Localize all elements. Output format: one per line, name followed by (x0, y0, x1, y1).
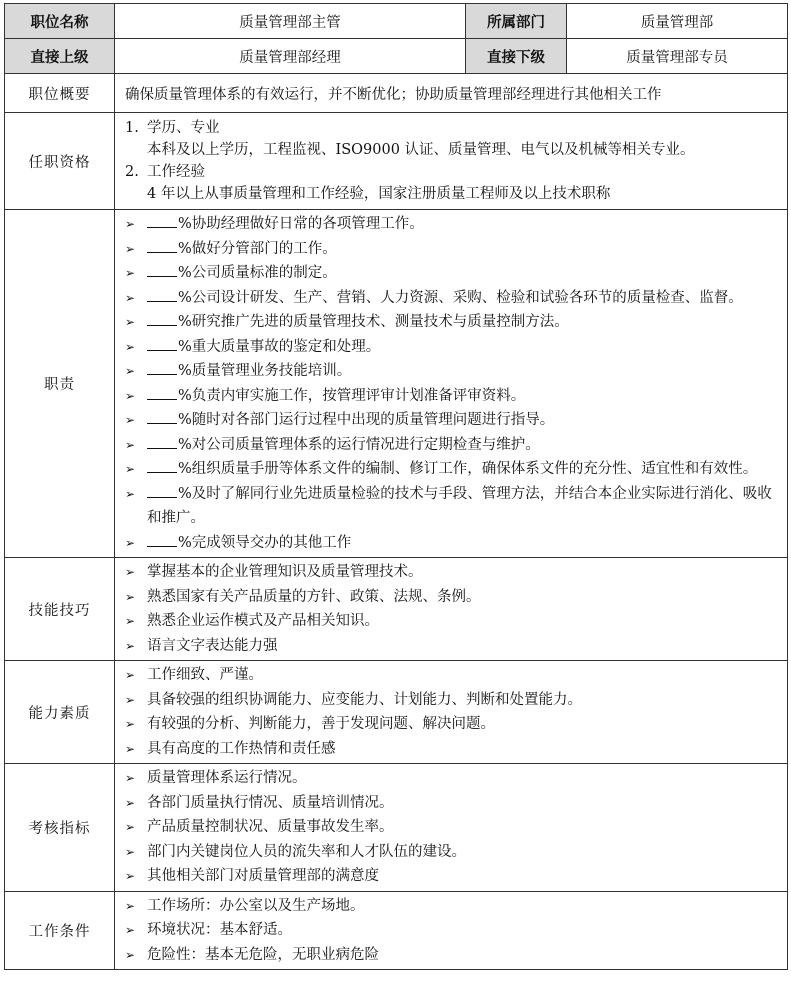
bullet-arrow-icon: ➢ (125, 241, 136, 256)
skill-item (125, 585, 779, 610)
condition-item (125, 894, 779, 919)
skill-text: 语言文字表达能力强 (147, 637, 278, 654)
bullet-arrow-icon: ➢ (125, 923, 136, 937)
duty-text: %公司设计研发、生产、营销、人力资源、采购、检验和试验各环节的质量检查、监督。 (178, 289, 743, 306)
duty-item (125, 261, 779, 286)
duty-item (125, 237, 779, 262)
skills-content (115, 558, 788, 661)
bullet-arrow-icon: ➢ (125, 217, 136, 231)
skill-item (125, 560, 779, 585)
qualification-item-2 (125, 161, 779, 183)
skills-label: 技能技巧 (5, 558, 115, 661)
abilities-content (115, 661, 788, 764)
ability-text: 有较强的分析、判断能力，善于发现问题、解决问题。 (147, 716, 495, 732)
skill-item (125, 609, 779, 634)
kpi-item (125, 766, 779, 791)
bullet-arrow-icon: ➢ (125, 266, 136, 280)
department-value: 质量管理部 (567, 4, 788, 39)
abilities-row (5, 661, 788, 764)
duty-item (125, 457, 779, 482)
condition-text: 危险性：基本无危险，无职业病危险 (147, 946, 379, 963)
duty-item (125, 286, 779, 311)
duty-text: %负责内审实施工作，按管理评审计划准备评审资料。 (178, 387, 526, 404)
overview-row (5, 74, 788, 113)
condition-text: 环境状况：基本舒适。 (147, 922, 292, 938)
percentage-blank (147, 213, 177, 228)
skill-text: 熟悉企业运作模式及产品相关知识。 (147, 613, 379, 629)
qualifications-content (115, 113, 788, 210)
kpi-text: 产品质量控制状况、质量事故发生率。 (147, 819, 394, 835)
bullet-arrow-icon: ➢ (125, 638, 136, 653)
bullet-arrow-icon: ➢ (125, 668, 136, 682)
bullet-arrow-icon: ➢ (125, 339, 136, 354)
header-row-2 (5, 39, 788, 74)
qualifications-label: 任职资格 (5, 113, 115, 210)
department-label: 所属部门 (466, 4, 567, 39)
duty-item (125, 531, 779, 556)
conditions-label: 工作条件 (5, 891, 115, 970)
bullet-arrow-icon: ➢ (125, 437, 136, 452)
percentage-blank (147, 262, 177, 277)
kpis-label: 考核指标 (5, 764, 115, 892)
duty-text: %对公司质量管理体系的运行情况进行定期检查与维护。 (178, 436, 540, 453)
duty-item (125, 408, 779, 433)
skill-text: 熟悉国家有关产品质量的方针、政策、法规、条例。 (147, 588, 481, 605)
bullet-arrow-icon: ➢ (125, 462, 136, 476)
qualification-number: 1. (125, 120, 139, 136)
bullet-arrow-icon: ➢ (125, 486, 136, 501)
kpi-text: 各部门质量执行情况、质量培训情况。 (147, 794, 394, 811)
bullet-arrow-icon: ➢ (125, 820, 136, 834)
duty-item (125, 335, 779, 360)
bullet-arrow-icon: ➢ (125, 717, 136, 731)
bullet-arrow-icon: ➢ (125, 614, 136, 628)
qualification-detail: 本科及以上学历，工程监视、ISO9000 认证、质量管理、电气以及机械等相关专业。 (147, 142, 695, 158)
bullet-arrow-icon: ➢ (125, 869, 136, 883)
bullet-arrow-icon: ➢ (125, 535, 136, 550)
position-name-label: 职位名称 (5, 4, 115, 39)
duty-item (125, 359, 779, 384)
duty-text: %组织质量手册等体系文件的编制、修订工作，确保体系文件的充分性、适宜性和有效性。 (178, 461, 758, 477)
bullet-arrow-icon: ➢ (125, 741, 136, 756)
condition-text: 工作场所：办公室以及生产场地。 (147, 897, 365, 914)
kpi-item (125, 815, 779, 840)
percentage-blank (147, 238, 177, 253)
duty-text: %公司质量标准的制定。 (178, 265, 337, 281)
qualification-item-1 (125, 117, 779, 139)
duty-item (125, 212, 779, 237)
direct-superior-value: 质量管理部经理 (115, 39, 466, 74)
duty-text: %随时对各部门运行过程中出现的质量管理问题进行指导。 (178, 412, 555, 428)
ability-text: 具有高度的工作热情和责任感 (147, 740, 336, 757)
direct-subordinate-label: 直接下级 (466, 39, 567, 74)
position-name-value: 质量管理部主管 (115, 4, 466, 39)
duties-label: 职责 (5, 210, 115, 558)
percentage-blank (147, 409, 177, 424)
bullet-arrow-icon: ➢ (125, 898, 136, 913)
qualification-title: 学历、专业 (147, 120, 220, 136)
conditions-row (5, 891, 788, 970)
ability-item (125, 688, 779, 713)
ability-text: 具备较强的组织协调能力、应变能力、计划能力、判断和处置能力。 (147, 691, 582, 708)
percentage-blank (147, 458, 177, 473)
bullet-arrow-icon: ➢ (125, 795, 136, 810)
job-description-table (4, 3, 788, 970)
ability-text: 工作细致、严谨。 (147, 667, 263, 683)
direct-subordinate-value: 质量管理部专员 (567, 39, 788, 74)
condition-item (125, 943, 779, 968)
condition-item (125, 918, 779, 943)
conditions-content (115, 891, 788, 970)
percentage-blank (147, 434, 177, 449)
header-row-1 (5, 4, 788, 39)
ability-item (125, 663, 779, 688)
bullet-arrow-icon: ➢ (125, 388, 136, 403)
duty-item (125, 384, 779, 409)
percentage-blank (147, 532, 177, 547)
overview-label: 职位概要 (5, 74, 115, 113)
kpi-item (125, 864, 779, 889)
duty-text: %做好分管部门的工作。 (178, 240, 337, 257)
percentage-blank (147, 385, 177, 400)
bullet-arrow-icon: ➢ (125, 315, 136, 329)
bullet-arrow-icon: ➢ (125, 844, 136, 859)
kpi-item (125, 791, 779, 816)
bullet-arrow-icon: ➢ (125, 413, 136, 427)
qualification-number: 2. (125, 164, 139, 180)
abilities-label: 能力素质 (5, 661, 115, 764)
bullet-arrow-icon: ➢ (125, 947, 136, 962)
ability-item (125, 737, 779, 762)
duty-item (125, 433, 779, 458)
bullet-arrow-icon: ➢ (125, 565, 136, 579)
qualifications-row (5, 113, 788, 210)
duty-text: %研究推广先进的质量管理技术、测量技术与质量控制方法。 (178, 314, 569, 330)
bullet-arrow-icon: ➢ (125, 771, 136, 785)
direct-superior-label: 直接上级 (5, 39, 115, 74)
duty-item (125, 310, 779, 335)
overview-text: 确保质量管理体系的有效运行，并不断优化；协助质量管理部经理进行其他相关工作 (115, 74, 788, 113)
kpi-text: 部门内关键岗位人员的流失率和人才队伍的建设。 (147, 843, 466, 860)
percentage-blank (147, 311, 177, 326)
duty-text: %质量管理业务技能培训。 (178, 363, 352, 379)
duty-item (125, 482, 779, 531)
kpis-content (115, 764, 788, 892)
bullet-arrow-icon: ➢ (125, 290, 136, 305)
kpi-text: 质量管理体系运行情况。 (147, 770, 307, 786)
qualification-title: 工作经验 (147, 164, 205, 180)
duties-row (5, 210, 788, 558)
kpis-row (5, 764, 788, 892)
skill-text: 掌握基本的企业管理知识及质量管理技术。 (147, 564, 423, 580)
duties-content (115, 210, 788, 558)
duty-text: %协助经理做好日常的各项管理工作。 (178, 216, 424, 232)
skills-row (5, 558, 788, 661)
percentage-blank (147, 360, 177, 375)
kpi-text: 其他相关部门对质量管理部的满意度 (147, 868, 379, 884)
bullet-arrow-icon: ➢ (125, 589, 136, 604)
skill-item (125, 634, 779, 659)
duty-text: %完成领导交办的其他工作 (178, 534, 352, 551)
bullet-arrow-icon: ➢ (125, 364, 136, 378)
ability-item (125, 712, 779, 737)
qualification-detail: 4 年以上从事质量管理和工作经验，国家注册质量工程师及以上技术职称 (147, 186, 611, 202)
percentage-blank (147, 483, 177, 498)
bullet-arrow-icon: ➢ (125, 692, 136, 707)
percentage-blank (147, 287, 177, 302)
duty-text: %及时了解同行业先进质量检验的技术与手段、管理方法，并结合本企业实际进行消化、吸收和推广。 (147, 485, 772, 526)
percentage-blank (147, 336, 177, 351)
kpi-item (125, 840, 779, 865)
duty-text: %重大质量事故的鉴定和处理。 (178, 338, 381, 355)
